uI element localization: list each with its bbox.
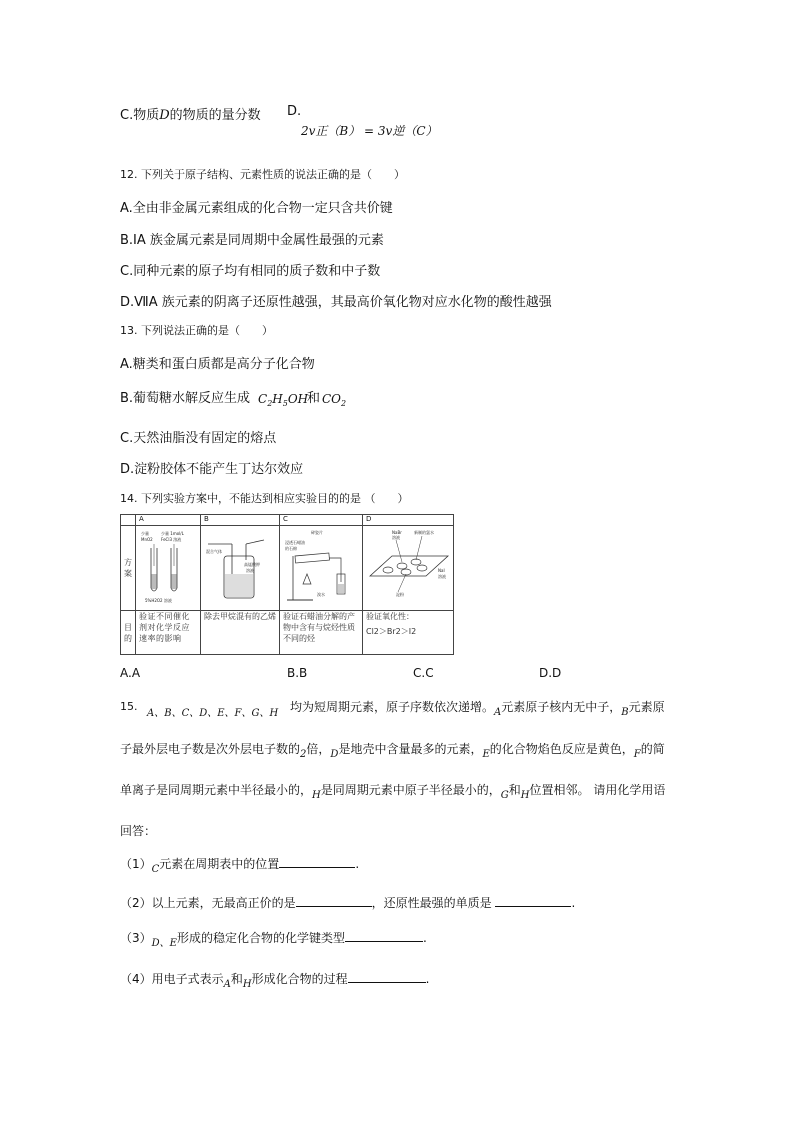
q15-sub4-end: . [425,972,430,986]
q15-sub3-end: . [422,931,427,945]
q15-line1-text-c: 元素原 [628,700,665,714]
q15-sub1-num: （1） [120,857,152,871]
label-fecl3: FeCl3 溶液 [161,537,182,542]
q15-number: 15. [120,700,138,713]
q15-sub2-answer-blank-1[interactable] [296,895,372,907]
q13-option-b-text: B.葡萄糖水解反应生成 [120,391,251,406]
col-header-a: A [136,515,201,526]
q15-sub4-text-b: 形成化合物的过程 [251,972,348,986]
q15-line1-text-b: 元素原子核内无中子， [501,700,622,714]
q15-sub3-answer-blank[interactable] [345,930,423,942]
label-paraffin: 浸透石蜡油 [285,540,305,545]
q15-line3 [120,781,666,801]
scheme-d-diagram [363,526,454,611]
q15-line1-text-a: 均为短周期元素，原子序数依次递增。 [290,700,495,714]
q15-sub2-answer-blank-2[interactable] [495,895,571,907]
purpose-a: 验证不同催化剂对化学反应速率的影响 [136,611,201,655]
q15-sub2-text-b: ，还原性最强的单质是 [371,896,496,910]
q15-sub4-answer-blank[interactable] [348,971,426,983]
q11-option-d-label: D. [287,104,302,119]
q14-experiment-table [120,514,454,655]
q15-sub4 [120,970,430,990]
q15-sub4-var-h: H [242,979,252,990]
q15-line2-text-b: 倍， [306,742,331,756]
spot-plate-diagram [366,526,450,608]
row-label-purpose: 目的 [121,611,136,655]
q15-var-c: C [151,864,160,875]
q15-sub2-end: . [571,896,576,910]
scheme-c-diagram [280,526,363,611]
q15-sub4-text-a: （4）用电子式表示 [120,972,224,986]
q15-line3-text-d: 位置相邻。 请用化学用语 [529,783,666,797]
scheme-a-diagram [136,526,201,611]
row-label-scheme: 方案 [121,526,136,611]
q15-var-a: A [494,707,502,718]
q15-sub1-text: 元素在周期表中的位置 [159,857,280,871]
label-nabr-solution: 溶液 [392,535,400,540]
label-solution-b: 溶液 [246,568,254,573]
purpose-c: 验证石蜡油分解的产物中含有与烷烃性质不同的烃 [280,611,363,655]
q15-line1 [290,698,665,718]
q15-var-f: F [633,749,641,760]
q12-option-d: D.ⅦA 族元素的阴离子还原性越强，其最高价氧化物对应水化物的酸性越强 [120,295,552,310]
q12-option-c: C.同种元素的原子均有相同的质子数和中子数 [120,264,381,279]
col-header-b: B [201,515,280,526]
q14-stem: 14. 下列实验方案中，不能达到相应实验目的的是 （ ） [120,492,409,505]
test-tubes-diagram [139,526,197,608]
q13-option-b-and: 和 [307,391,321,406]
q11-option-c [120,104,261,123]
label-small-amount: 少量 [141,531,149,536]
q13-option-c: C.天然油脂没有固定的熔点 [120,431,277,446]
q11-option-c-var: D [159,108,170,123]
q15-var-g: G [500,790,509,801]
label-mixed-gas: 混合气体 [206,549,222,554]
spot-plate [370,556,448,576]
q15-line4: 回答： [120,824,157,838]
q15-sub1-answer-blank[interactable] [279,856,355,868]
q15-var-b: B [621,707,629,718]
q15-var-h: H [312,790,321,801]
purpose-d-line2: Cl2＞Br2＞I2 [366,627,417,636]
label-porcelain: 碎瓷片 [311,530,323,535]
label-kmno4: 高锰酸钾 [244,562,260,567]
q15-elements: A、B、C、D、E、F、G、H [147,708,279,719]
label-asbestos: 的石棉 [285,546,297,551]
q13-option-d: D.淀粉胶体不能产生丁达尔效应 [120,462,304,477]
q13-formula-co2: $CO_2$ [322,392,347,408]
q15-line3-text-a: 单离子是同周期元素中半径最小的， [120,783,313,797]
purpose-d [363,611,454,655]
q12-option-b: B.ⅠA 族金属元素是同周期中金属性最强的元素 [120,233,384,248]
q15-sub4-var-a: A [223,979,231,990]
q15-var-h-2: H [520,790,530,801]
label-fecl3-conc: 少量 1mol/L [161,531,184,536]
q15-sub1 [120,855,360,875]
table-corner [121,515,136,526]
q11-option-d-formula: 2v正（B） = 3v逆（C） [301,124,438,138]
q13-formula-ethanol: $C_2H_5OH$ [258,392,309,408]
q15-line2-text-d: 的化合物焰色反应是黄色， [489,742,634,756]
purpose-d-line1: 验证氧化性： [366,612,414,621]
q15-var-d: D [330,749,339,760]
q13-option-a: A.糖类和蛋白质都是高分子化合物 [120,357,315,372]
q15-line2-text-a: 子最外层电子数是次外层电子数的 [120,742,301,756]
q12-stem: 12. 下列关于原子结构、元素性质的说法正确的是（ ） [120,168,405,181]
q14-option-b: B.B [287,666,308,680]
label-chlorine-water: 新制的氯水 [414,530,434,535]
q12-option-a: A.全由非金属元素组成的化合物一定只含共价键 [120,201,393,216]
q15-var-e: E [482,749,490,760]
label-nai: NaI [438,568,445,573]
purpose-b: 除去甲烷混有的乙烯 [201,611,280,655]
gas-washing-bottle-diagram [204,526,276,608]
scheme-b-diagram [201,526,280,611]
q13-option-b [120,387,250,406]
cracking-apparatus-diagram [283,526,359,608]
q15-line2-text-e: 的简 [640,742,665,756]
col-header-d: D [363,515,454,526]
q15-sub2-text-a: （2）以上元素，无最高正价的是 [120,896,296,910]
q13-stem: 13. 下列说法正确的是（ ） [120,324,273,337]
q15-sub1-end: . [355,857,360,871]
q15-sub3 [120,929,427,949]
burner [303,574,311,584]
q15-num-2: 2 [300,749,307,760]
q15-sub3-vars: D、E [151,938,177,949]
label-bromine-water-c: 溴水 [317,592,325,597]
q11-option-c-text: C.物质 [120,108,160,123]
col-header-c: C [280,515,363,526]
label-nabr: NaBr [392,530,402,535]
q14-option-a: A.A [120,666,141,680]
q14-option-c: C.C [413,666,434,680]
q15-line2 [120,740,665,760]
q11-option-c-text2: 的物质的量分数 [169,108,261,123]
q14-option-d: D.D [539,666,562,680]
q15-line2-text-c: 是地壳中含量最多的元素， [338,742,483,756]
q15-sub2 [120,894,575,911]
q15-sub3-num: （3） [120,931,152,945]
q15-sub3-text: 形成的稳定化合物的化学键类型 [176,931,345,945]
q15-line3-text-c: 和 [508,783,521,797]
label-mno2: MnO2 [141,537,153,542]
q15-line3-text-b: 是同周期元素中原子半径最小的， [320,783,501,797]
label-starch: 淀粉 [396,592,404,597]
q15-sub4-and: 和 [230,972,243,986]
label-nai-solution: 溶液 [438,574,446,579]
label-h2o2: 5%H2O2 溶液 [145,598,172,603]
